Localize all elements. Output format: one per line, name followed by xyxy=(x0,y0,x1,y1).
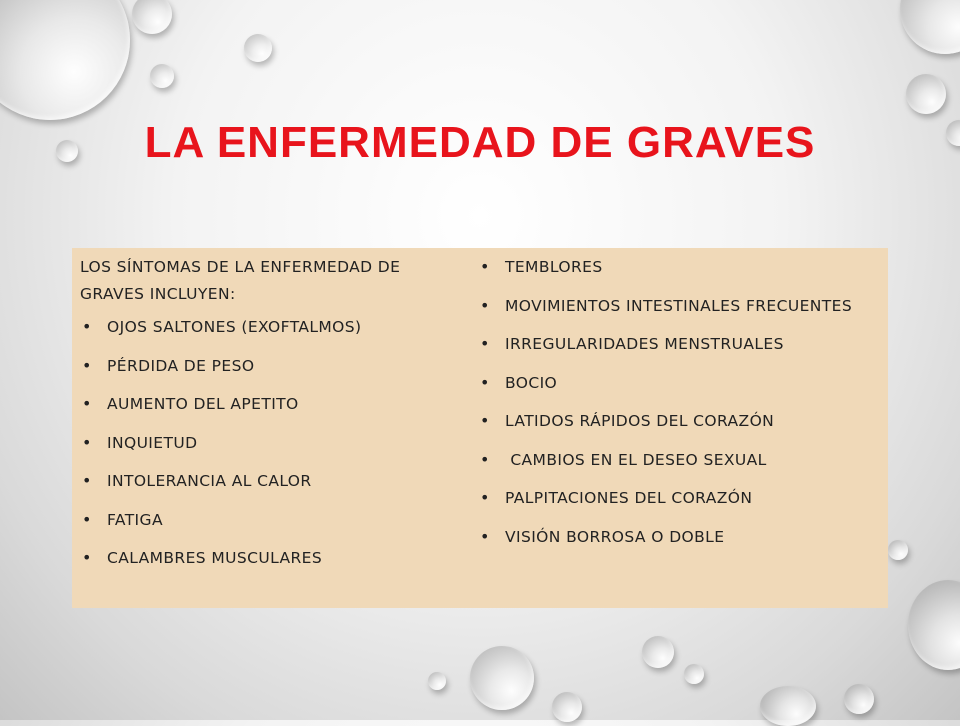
list-item xyxy=(478,293,878,332)
symptoms-list-right xyxy=(478,254,878,562)
water-drop-decoration xyxy=(132,0,172,34)
list-item-text: TEMBLORES xyxy=(505,258,603,276)
bullet-icon: • xyxy=(82,432,92,452)
symptoms-left-column xyxy=(80,248,450,584)
water-drop-decoration xyxy=(150,64,174,88)
water-drop-decoration xyxy=(470,646,534,710)
water-drop-decoration xyxy=(760,686,816,726)
list-item-text: PÉRDIDA DE PESO xyxy=(107,356,255,375)
bullet-icon: • xyxy=(480,372,490,392)
list-item xyxy=(478,408,878,447)
list-item-text: AUMENTO DEL APETITO xyxy=(107,395,299,413)
symptoms-right-column xyxy=(478,248,878,562)
water-drop-decoration xyxy=(888,540,908,560)
list-item xyxy=(80,314,450,353)
bullet-icon: • xyxy=(82,509,92,529)
list-item xyxy=(80,507,450,546)
water-drop-decoration xyxy=(906,74,946,114)
list-item-text: IRREGULARIDADES MENSTRUALES xyxy=(505,335,784,353)
list-item xyxy=(478,485,878,524)
bullet-icon: • xyxy=(82,355,92,375)
bullet-icon: • xyxy=(82,548,92,567)
list-item xyxy=(80,545,450,584)
list-item xyxy=(478,254,878,293)
list-item-text: MOVIMIENTOS INTESTINALES FRECUENTES xyxy=(505,296,853,315)
list-item-text: OJOS SALTONES (EXOFTALMOS) xyxy=(107,318,362,336)
water-drop-decoration xyxy=(552,692,582,722)
water-drop-decoration xyxy=(908,580,960,670)
bullet-icon: • xyxy=(480,411,490,430)
slide-title: LA ENFERMEDAD DE GRAVES xyxy=(144,118,816,167)
bullet-icon: • xyxy=(480,526,490,546)
water-drop-decoration xyxy=(428,672,446,690)
water-drop-decoration xyxy=(844,684,874,714)
bullet-icon: • xyxy=(82,317,92,336)
list-item xyxy=(80,430,450,469)
symptoms-intro: LOS SÍNTOMAS DE LA ENFERMEDAD DE GRAVES INCLUYEN: xyxy=(80,258,401,303)
bullet-icon: • xyxy=(480,449,490,469)
water-drop-decoration xyxy=(0,0,130,120)
bullet-icon: • xyxy=(480,257,490,276)
list-item xyxy=(478,370,878,409)
water-drop-decoration xyxy=(244,34,272,62)
list-item-text: BOCIO xyxy=(505,373,558,392)
list-item xyxy=(478,524,878,563)
list-item-text: INTOLERANCIA AL CALOR xyxy=(107,472,312,490)
list-item xyxy=(80,468,450,507)
bullet-icon: • xyxy=(480,334,490,353)
water-drop-decoration xyxy=(900,0,960,54)
list-item xyxy=(478,331,878,370)
list-item-text: LATIDOS RÁPIDOS DEL CORAZÓN xyxy=(505,412,775,430)
list-item xyxy=(80,391,450,430)
bullet-icon: • xyxy=(480,295,490,315)
symptoms-panel xyxy=(72,248,888,608)
water-drop-decoration xyxy=(684,664,704,684)
list-item-text: INQUIETUD xyxy=(107,433,198,452)
list-item xyxy=(80,353,450,392)
bullet-icon: • xyxy=(480,488,490,507)
bullet-icon: • xyxy=(82,471,92,490)
water-drop-decoration xyxy=(642,636,674,668)
list-item xyxy=(478,447,878,486)
list-item-text: VISIÓN BORROSA O DOBLE xyxy=(505,527,725,546)
list-item-text: CALAMBRES MUSCULARES xyxy=(107,549,323,567)
symptoms-list-left xyxy=(80,314,450,584)
list-item-text: PALPITACIONES DEL CORAZÓN xyxy=(505,489,753,507)
list-item-text: CAMBIOS EN EL DESEO SEXUAL xyxy=(505,450,767,469)
bullet-icon: • xyxy=(82,394,92,413)
list-item-text: FATIGA xyxy=(107,510,163,529)
